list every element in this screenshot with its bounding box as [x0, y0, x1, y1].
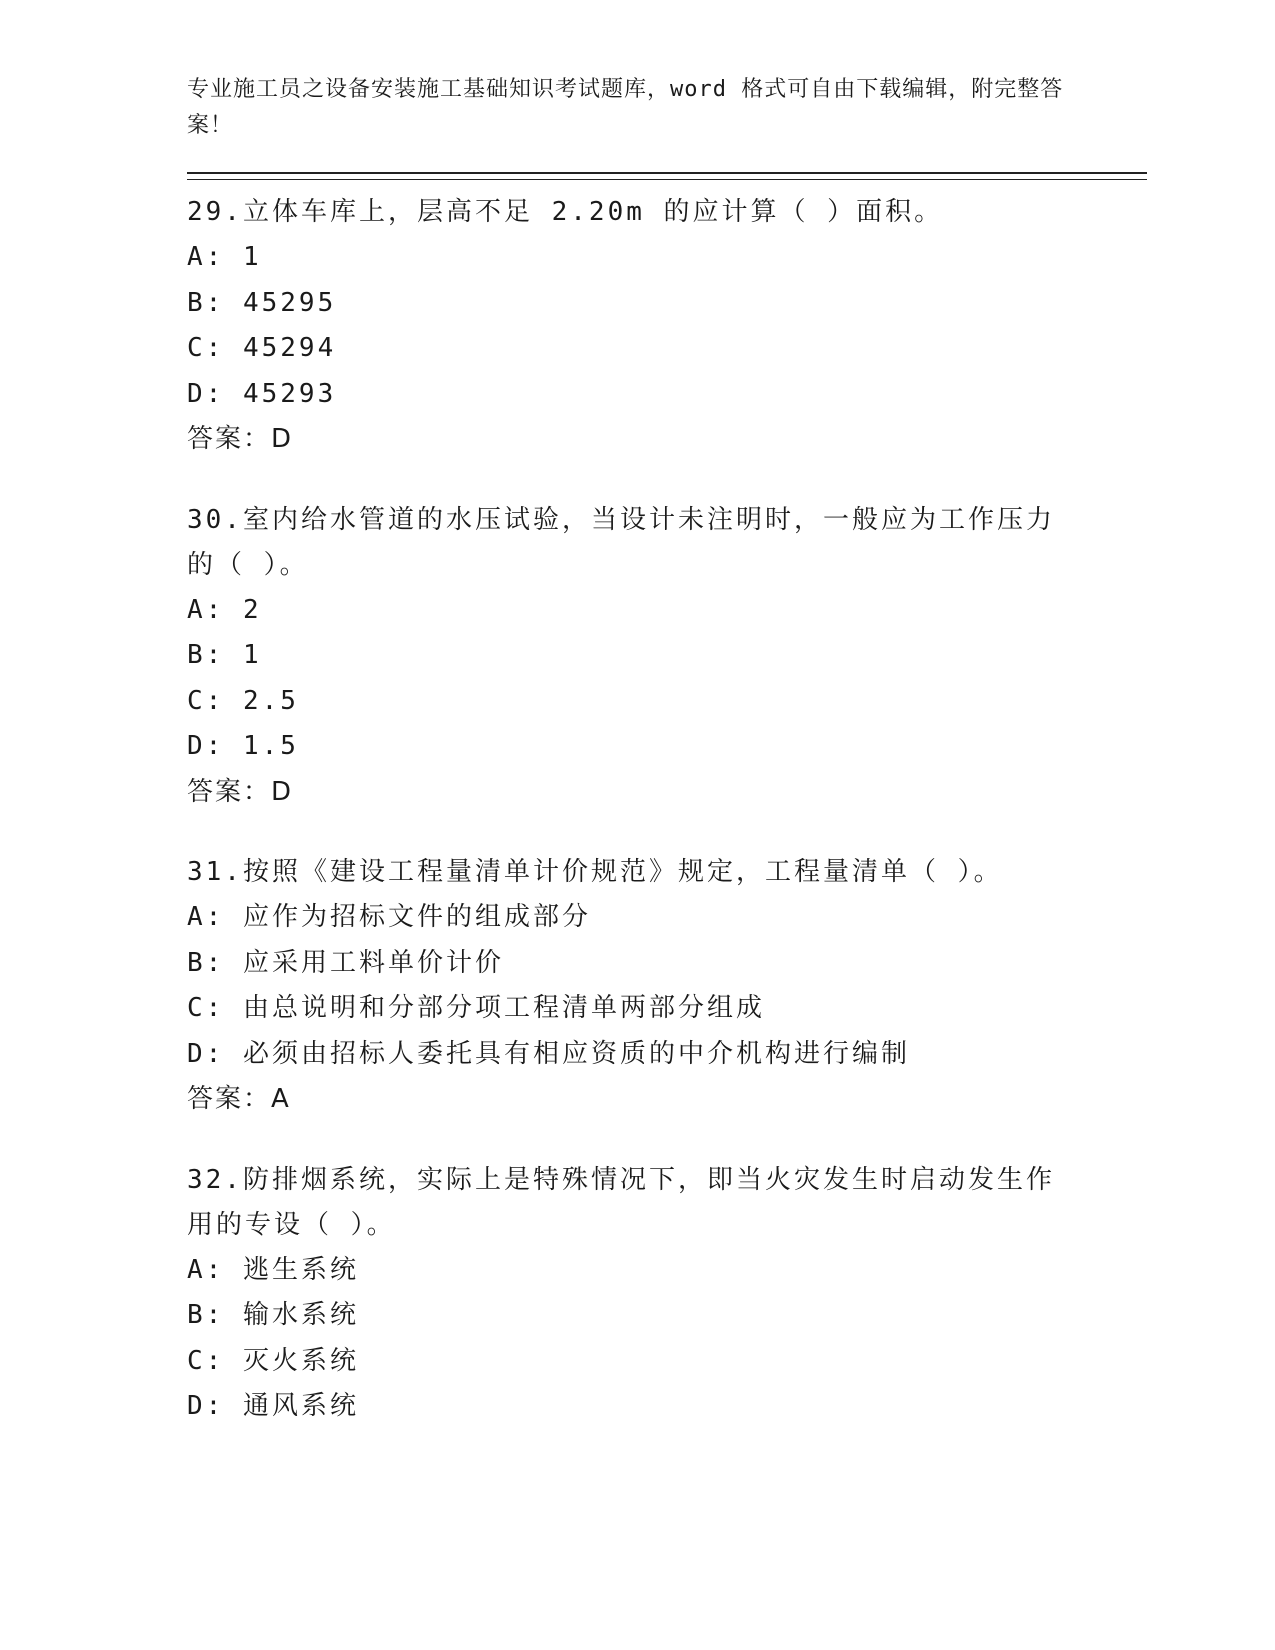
option-b: B: 应采用工料单价计价	[187, 947, 504, 978]
option-a: A: 2	[187, 594, 262, 625]
question-32	[187, 1158, 1147, 1430]
option-b: B: 45295	[187, 287, 337, 318]
question-stem: 29.立体车库上，层高不足 2.20m 的应计算（ ）面积。	[187, 197, 944, 227]
option-a: A: 1	[187, 242, 262, 272]
question-stem: 30.室内给水管道的水压试验，当设计未注明时，一般应为工作压力的（ ）。	[187, 504, 1055, 580]
question-stem: 31.按照《建设工程量清单计价规范》规定，工程量清单（ ）。	[187, 857, 1003, 887]
option-d: D: 1.5	[187, 731, 299, 761]
option-b: B: 输水系统	[187, 1300, 359, 1330]
option-c: C: 由总说明和分部分项工程清单两部分组成	[187, 993, 765, 1023]
option-a: A: 应作为招标文件的组成部分	[187, 902, 591, 932]
answer-text: 答案：D	[187, 776, 294, 807]
answer-text: 答案：A	[187, 1084, 291, 1114]
question-29	[187, 190, 1147, 463]
option-d: D: 45293	[187, 378, 337, 409]
document-page	[187, 70, 1147, 1465]
option-d: D: 必须由招标人委托具有相应资质的中介机构进行编制	[187, 1038, 910, 1069]
option-b: B: 1	[187, 640, 262, 670]
option-c: C: 2.5	[187, 685, 299, 716]
option-a: A: 逃生系统	[187, 1254, 359, 1285]
question-stem: 32.防排烟系统，实际上是特殊情况下，即当火灾发生时启动发生作用的专设（ ）。	[187, 1164, 1055, 1240]
document-header: 专业施工员之设备安装施工基础知识考试题库，word 格式可自由下载编辑，附完整答案！	[187, 77, 1064, 138]
question-list	[187, 190, 1147, 1430]
header-divider	[187, 172, 1147, 180]
option-c: C: 45294	[187, 333, 337, 363]
question-31	[187, 850, 1147, 1123]
question-30	[187, 498, 1147, 816]
answer-text: 答案：D	[187, 424, 294, 454]
option-d: D: 通风系统	[187, 1391, 359, 1421]
option-c: C: 灭火系统	[187, 1345, 359, 1376]
